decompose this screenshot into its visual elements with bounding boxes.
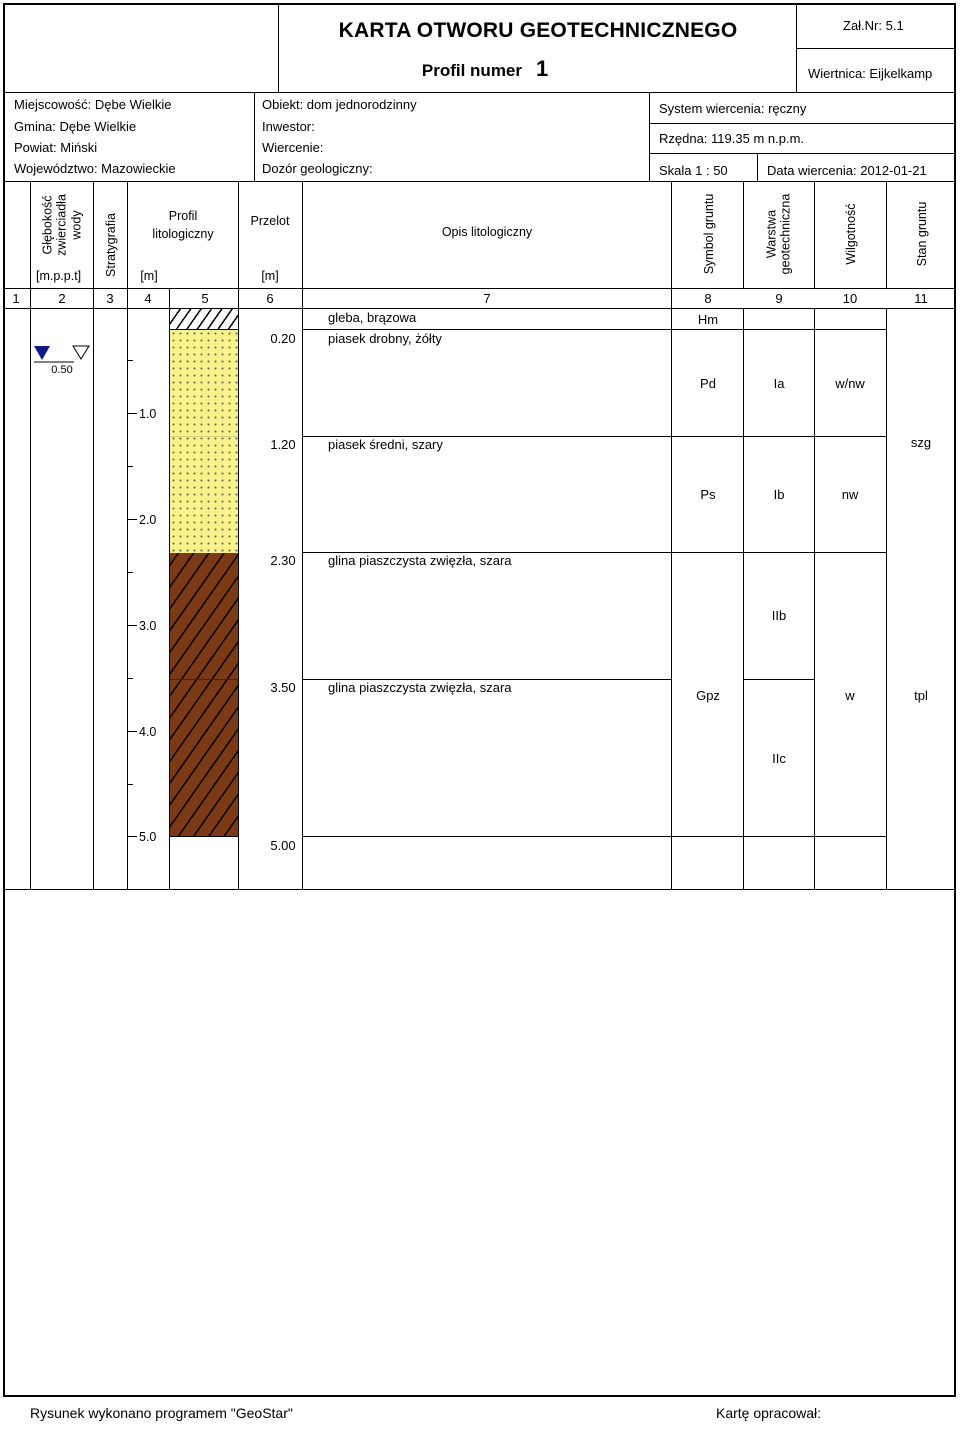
scale: Skala 1 : 50 bbox=[659, 163, 728, 178]
divider bbox=[254, 92, 255, 181]
column-number: 4 bbox=[144, 291, 152, 306]
column-header-soil-symbol: Symbol gruntu bbox=[701, 193, 716, 275]
divider bbox=[796, 48, 956, 49]
moisture: nw bbox=[841, 487, 859, 502]
divider bbox=[649, 123, 956, 124]
column-number: 9 bbox=[775, 291, 783, 306]
divider bbox=[127, 288, 128, 890]
divider bbox=[757, 153, 758, 181]
divider bbox=[886, 181, 887, 288]
column-number: 10 bbox=[842, 291, 858, 306]
profile-label: Profil numer bbox=[421, 61, 522, 80]
geotechnical-layer: IIc bbox=[772, 751, 786, 766]
water-depth-unit: [m.p.p.t] bbox=[36, 269, 82, 283]
divider bbox=[93, 181, 94, 288]
column-header-water-depth: Głębokość zwierciadła wody bbox=[40, 194, 84, 256]
layer-boundary bbox=[170, 836, 238, 837]
column-number: 7 bbox=[483, 291, 491, 306]
column-header-geotechnical-layer: Warstwa geotechniczna bbox=[764, 193, 793, 275]
divider bbox=[3, 889, 956, 890]
column-number: 2 bbox=[58, 291, 66, 306]
drilling-rig: Wiertnica: Eijkelkamp bbox=[808, 66, 933, 81]
investor: Inwestor: bbox=[262, 119, 315, 134]
location-county: Powiat: Miński bbox=[14, 140, 98, 155]
depth-label: 3.0 bbox=[139, 619, 157, 633]
divider bbox=[238, 181, 239, 288]
footer-program: Rysunek wykonano programem "GeoStar" bbox=[30, 1405, 293, 1421]
divider bbox=[743, 181, 744, 288]
depth-tick bbox=[127, 360, 133, 361]
depth-tick bbox=[127, 466, 133, 467]
interval-value: 3.50 bbox=[270, 680, 296, 695]
column-number: 1 bbox=[12, 291, 20, 306]
layer-description: glina piaszczysta zwięzła, szara bbox=[328, 553, 512, 568]
column-header-soil-state: Stan gruntu bbox=[914, 201, 929, 267]
soil-state: szg bbox=[910, 435, 932, 450]
location-voivodeship: Województwo: Mazowieckie bbox=[14, 161, 176, 176]
interval-value: 0.20 bbox=[270, 331, 296, 346]
location-town: Miejscowość: Dębe Wielkie bbox=[14, 97, 172, 112]
divider bbox=[671, 181, 672, 288]
drilling-system: System wiercenia: ręczny bbox=[659, 101, 807, 116]
depth-label: 4.0 bbox=[139, 725, 157, 739]
column-header-moisture: Wilgotność bbox=[843, 203, 858, 265]
interval-unit: [m] bbox=[261, 269, 279, 283]
layer-description: gleba, brązowa bbox=[328, 310, 417, 325]
depth-tick bbox=[127, 625, 137, 626]
drilling-contractor: Wiercenie: bbox=[262, 140, 324, 155]
interval-value: 5.00 bbox=[270, 838, 296, 853]
divider bbox=[302, 181, 303, 288]
water-depth-value: 0.50 bbox=[51, 364, 73, 376]
layer-boundary bbox=[170, 329, 238, 330]
interval-value: 1.20 bbox=[270, 437, 296, 452]
depth-unit: [m] bbox=[140, 269, 158, 283]
object-name: Obiekt: dom jednorodzinny bbox=[262, 97, 417, 112]
layer-boundary bbox=[170, 679, 238, 680]
soil-symbol: Pd bbox=[700, 376, 716, 391]
divider bbox=[814, 308, 815, 890]
moisture: w/nw bbox=[835, 376, 865, 391]
attachment-number: Zał.Nr: 5.1 bbox=[843, 18, 904, 33]
depth-tick bbox=[127, 784, 133, 785]
divider bbox=[3, 288, 956, 289]
depth-tick bbox=[127, 572, 133, 573]
divider bbox=[649, 153, 956, 154]
column-number: 5 bbox=[201, 291, 209, 306]
divider bbox=[127, 181, 128, 288]
column-header-interval: Przelot bbox=[250, 214, 290, 228]
divider bbox=[743, 308, 744, 890]
depth-tick bbox=[127, 413, 137, 414]
soil-symbol: Gpz bbox=[696, 688, 720, 703]
divider bbox=[238, 288, 239, 890]
divider bbox=[93, 288, 94, 890]
sand-pattern bbox=[170, 330, 238, 553]
geological-supervision: Dozór geologiczny: bbox=[262, 161, 373, 176]
column-header-profile: Profil litologiczny bbox=[152, 209, 214, 241]
groundwater-icon bbox=[32, 343, 92, 365]
depth-label: 5.0 bbox=[139, 830, 157, 844]
depth-tick bbox=[127, 731, 137, 732]
depth-label: 2.0 bbox=[139, 513, 157, 527]
column-number: 8 bbox=[704, 291, 712, 306]
divider bbox=[649, 92, 650, 181]
divider bbox=[886, 308, 887, 890]
soil-state: tpl bbox=[914, 688, 928, 703]
geotechnical-layer: IIb bbox=[771, 608, 787, 623]
depth-label: 1.0 bbox=[139, 407, 157, 421]
divider bbox=[302, 288, 303, 890]
column-header-description: Opis litologiczny bbox=[441, 225, 533, 239]
profile-number: 1 bbox=[536, 56, 549, 81]
footer-author: Kartę opracował: bbox=[716, 1405, 822, 1421]
column-header-stratigraphy: Stratygrafia bbox=[103, 213, 118, 277]
soil-symbol: Hm bbox=[697, 312, 719, 327]
divider bbox=[278, 3, 279, 93]
layer-boundary bbox=[170, 436, 238, 437]
depth-tick bbox=[127, 678, 133, 679]
layer-boundary bbox=[302, 836, 886, 837]
page-title: KARTA OTWORU GEOTECHNICZNEGO bbox=[338, 19, 738, 42]
location-commune: Gmina: Dębe Wielkie bbox=[14, 119, 137, 134]
layer-description: glina piaszczysta zwięzła, szara bbox=[328, 680, 512, 695]
divider bbox=[814, 181, 815, 288]
geotechnical-layer: Ib bbox=[773, 487, 785, 502]
divider bbox=[30, 181, 31, 288]
soil-symbol: Ps bbox=[700, 487, 716, 502]
layer-description: piasek drobny, żółty bbox=[328, 331, 442, 346]
column-number: 3 bbox=[106, 291, 114, 306]
layer-boundary bbox=[743, 679, 814, 680]
divider bbox=[3, 92, 956, 93]
topsoil-pattern bbox=[170, 309, 238, 329]
drilling-date: Data wiercenia: 2012-01-21 bbox=[767, 163, 927, 178]
interval-value: 2.30 bbox=[270, 553, 296, 568]
column-number: 6 bbox=[266, 291, 274, 306]
geotechnical-layer: Ia bbox=[773, 376, 785, 391]
moisture: w bbox=[845, 688, 855, 703]
depth-tick bbox=[127, 836, 137, 837]
clay-pattern bbox=[170, 553, 238, 837]
depth-tick bbox=[127, 519, 137, 520]
layer-boundary bbox=[302, 329, 886, 330]
divider bbox=[30, 288, 31, 890]
elevation: Rzędna: 119.35 m n.p.m. bbox=[659, 131, 805, 146]
divider bbox=[671, 288, 672, 890]
column-number: 11 bbox=[914, 291, 928, 306]
layer-description: piasek średni, szary bbox=[328, 437, 443, 452]
